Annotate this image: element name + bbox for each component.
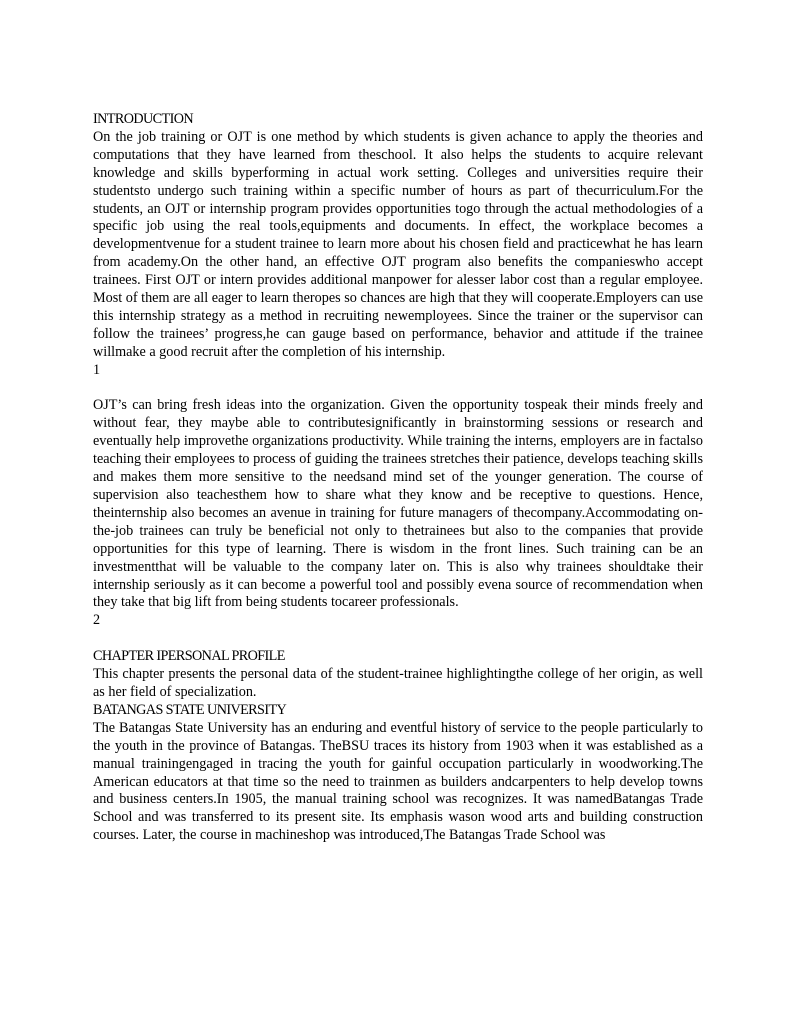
university-heading: BATANGAS STATE UNIVERSITY xyxy=(93,701,287,718)
intro-paragraph: On the job training or OJT is one method by which students is given achance to apply the theories and computations that they have learned from theschool. It also helps the students to acquire relevant knowledge and skills byperforming in actual work setting. Colleges and universities require their studentsto undergo such training within a specific number of hours as part of thecurriculum.For the students, an OJT or internship program provides opportunities togo through the actual methodologies of a specific job using the real tools,equipments and documents. In effect, the workplace becomes a developmentvenue for a student trainee to learn more about his chosen field and practicewhat he has learn from academy.On the other hand, an effective OJT program also benefits the companieswho accept trainees. First OJT or intern provides additional manpower for alesser labor cost than a regular employee. Most of them are all eager to learn theropes so chances are high that they will cooperate.Employers can use this internship strategy as a method in recruiting newemployees. Since the trainer or the supervisor can follow the trainees’ progress,he can gauge based on performance, behavior and attitude if the trainee willmake a good recruit after the completion of his internship. xyxy=(93,128,703,360)
document-page xyxy=(93,111,703,845)
chapter-paragraph: This chapter presents the personal data of the student-trainee highlightingthe college of her origin, as well as her field of specialization. xyxy=(93,666,703,700)
page-number: 1 xyxy=(93,361,101,378)
body-paragraph: OJT’s can bring fresh ideas into the organization. Given the opportunity tospeak their minds freely and without fear, they maybe able to contributesignificantly in brainstorming sessions or research and eventually help improvethe organizations productivity. While training the interns, employers are in factalso teaching their employees to process of guiding the trainees stretches their patience, develops teaching skills and makes them more sensitive to the needsand mind set of the younger generation. The course of supervision also teachesthem how to share what they know and be receptive to questions. Hence, theinternship also becomes an avenue in training for future managers of thecompany.Accommodating on-the-job trainees can truly be beneficial not only to thetrainees but also to the companies that provide opportunities for this type of learning. There is wisdom in the front lines. Such training can be an investmentthat will be valuable to the company later on. This is also why trainees shouldtake their internship seriously as it can become a powerful tool and possibly evena source of recommendation when they take that big lift from being students tocareer professionals. xyxy=(93,397,703,611)
page-number: 2 xyxy=(93,612,101,629)
paragraph-gap xyxy=(93,630,703,648)
paragraph-gap xyxy=(93,380,703,398)
university-paragraph: The Batangas State University has an enduring and eventful history of service to the people particularly to the youth in the province of Batangas. TheBSU traces its history from 1903 when it was established as a manual trainingengaged in tracing the youth for gainful occupation particularly in woodworking.The American educators at that time so the need to trainmen as builders andcarpenters to help develop towns and business centers.In 1905, the manual training school was recognizes. It was namedBatangas Trade School and was transferred to its present site. Its emphasis wason wood arts and building construction courses. Later, the course in machineshop was introduced,The Batangas Trade School was xyxy=(93,719,703,844)
intro-heading: INTRODUCTION xyxy=(93,111,193,127)
chapter-heading: CHAPTER IPERSONAL PROFILE xyxy=(93,648,285,665)
